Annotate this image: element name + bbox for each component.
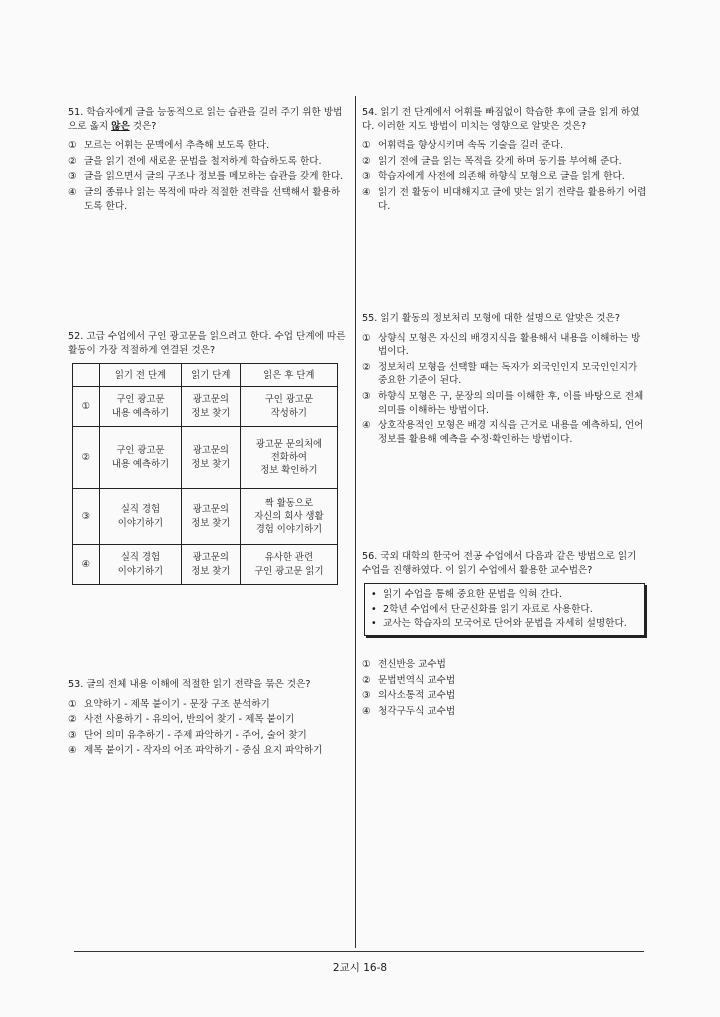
question-56-stem: 56. 국외 대학의 한국어 전공 수업에서 다음과 같은 방법으로 읽기 수업을 진행하였다. 이 읽기 수업에서 활용한 교수법은? bbox=[362, 551, 637, 576]
option[interactable]: ③ 의사소통적 교수법 bbox=[362, 690, 456, 702]
option[interactable]: ③ 글을 읽으면서 글의 구조나 정보를 메모하는 습관을 갖게 한다. bbox=[68, 171, 344, 183]
question-56 bbox=[362, 550, 647, 720]
question-number: 54. bbox=[362, 107, 378, 118]
option[interactable]: ① 요약하기 - 제목 붙이기 - 문장 구조 분석하기 bbox=[68, 698, 270, 710]
question-53 bbox=[68, 678, 348, 760]
table-row[interactable]: ① 구인 광고문 내용 예측하기 광고문의 정보 찾기 구인 광고문 작성하기 bbox=[73, 387, 338, 427]
option[interactable]: ③ 단어 의미 유추하기 - 주제 파악하기 - 주어, 술어 찾기 bbox=[68, 729, 307, 741]
option[interactable]: ② 사전 사용하기 - 유의어, 반의어 찾기 - 제목 붙이기 bbox=[68, 714, 295, 726]
question-number: 56. bbox=[362, 551, 378, 562]
option[interactable]: ② 정보처리 모형을 선택할 때는 독자가 외국인인지 모국인인지가 중요한 기준이 된다. bbox=[362, 361, 638, 387]
option[interactable]: ④ 제목 붙이기 - 작자의 어조 파악하기 - 중심 요지 파악하기 bbox=[68, 745, 323, 757]
option[interactable]: ① 상향식 모형은 자신의 배경지식을 활용해서 내용을 이해하는 방법이다. bbox=[362, 332, 641, 358]
box-item: • 읽기 수업을 통해 중요한 문법을 익혀 간다. bbox=[371, 589, 562, 601]
question-number: 55. bbox=[362, 313, 378, 324]
question-number: 52. bbox=[68, 331, 84, 342]
option[interactable]: ③ 학습자에게 사전에 의존해 하향식 모형으로 글을 읽게 한다. bbox=[362, 171, 625, 183]
table-header-row: 읽기 전 단계 읽기 단계 읽은 후 단계 bbox=[73, 364, 338, 387]
activity-table bbox=[72, 363, 338, 585]
table-row[interactable]: ② 구인 광고문 내용 예측하기 광고문의 정보 찾기 광고문 문의처에 전화하여 정보 확인하기 bbox=[73, 427, 338, 489]
conditions-box bbox=[364, 583, 645, 636]
question-52-stem: 52. 고급 수업에서 구인 광고문을 읽으려고 한다. 수업 단계에 따른 활동이 가장 적절하게 연결된 것은? bbox=[68, 331, 346, 356]
question-number: 51. bbox=[68, 107, 84, 118]
question-51-stem: 51. 학습자에게 글을 능동적으로 읽는 습관을 길러 주기 위한 방법으로 옳지 않은 것은? bbox=[68, 107, 343, 132]
option[interactable]: ② 문법번역식 교수법 bbox=[362, 674, 456, 686]
question-number: 53. bbox=[68, 679, 84, 690]
option[interactable]: ③ 하향식 모형은 구, 문장의 의미를 이해한 후, 이를 바탕으로 전체 의미를 이해하는 방법이다. bbox=[362, 391, 644, 416]
question-55-stem: 55. 읽기 활동의 정보처리 모형에 대한 설명으로 알맞은 것은? bbox=[362, 313, 620, 324]
option[interactable]: ④ 청각구두식 교수법 bbox=[362, 705, 456, 717]
question-51 bbox=[68, 106, 348, 215]
option[interactable]: ④ 글의 종류나 읽는 목적에 따라 적절한 전략을 선택해서 활용하도록 한다. bbox=[68, 187, 341, 212]
question-53-stem: 53. 글의 전체 내용 이해에 적절한 읽기 전략을 묶은 것은? bbox=[68, 679, 311, 690]
option[interactable]: ④ 읽기 전 활동이 비대해지고 글에 맞는 읽기 전략을 활용하기 어렵다. bbox=[362, 187, 647, 212]
column-divider bbox=[355, 96, 356, 948]
question-52 bbox=[68, 330, 348, 585]
option[interactable]: ④ 상호작용적인 모형은 배경 지식을 근거로 내용을 예측하되, 언어 정보를 활용해 예측을 수정·확인하는 방법이다. bbox=[362, 420, 644, 445]
page-footer: 2교시 16-8 bbox=[332, 962, 388, 974]
question-54 bbox=[362, 106, 647, 215]
footer-divider bbox=[74, 951, 644, 952]
emphasis-text: 않은 bbox=[111, 120, 130, 132]
option[interactable]: ② 글을 읽기 전에 새로운 문법을 철저하게 학습하도록 한다. bbox=[68, 155, 322, 167]
option[interactable]: ② 읽기 전에 글을 읽는 목적을 갖게 하며 동기를 부여해 준다. bbox=[362, 155, 622, 167]
option[interactable]: ① 전신반응 교수법 bbox=[362, 659, 446, 671]
table-row[interactable]: ③ 실직 경험 이야기하기 광고문의 정보 찾기 짝 활동으로 자신의 회사 생활 경험 이야기하기 bbox=[73, 489, 338, 545]
box-item: • 교사는 학습자의 모국어로 단어와 문법을 자세히 설명한다. bbox=[371, 618, 627, 630]
question-54-stem: 54. 읽기 전 단계에서 어휘를 빠짐없이 학습한 후에 글을 읽게 하였다. 이러한 지도 방법이 미치는 영향으로 알맞은 것은? bbox=[362, 107, 640, 132]
option[interactable]: ① 어휘력을 향상시키며 속독 기술을 길러 준다. bbox=[362, 140, 564, 152]
question-55 bbox=[362, 312, 647, 448]
option[interactable]: ① 모르는 어휘는 문맥에서 추측해 보도록 한다. bbox=[68, 140, 270, 152]
table-row[interactable]: ④ 실직 경험 이야기하기 광고문의 정보 찾기 유사한 관련 구인 광고문 읽기 bbox=[73, 545, 338, 585]
box-item: • 2학년 수업에서 단군신화를 읽기 자료로 사용한다. bbox=[371, 603, 593, 615]
